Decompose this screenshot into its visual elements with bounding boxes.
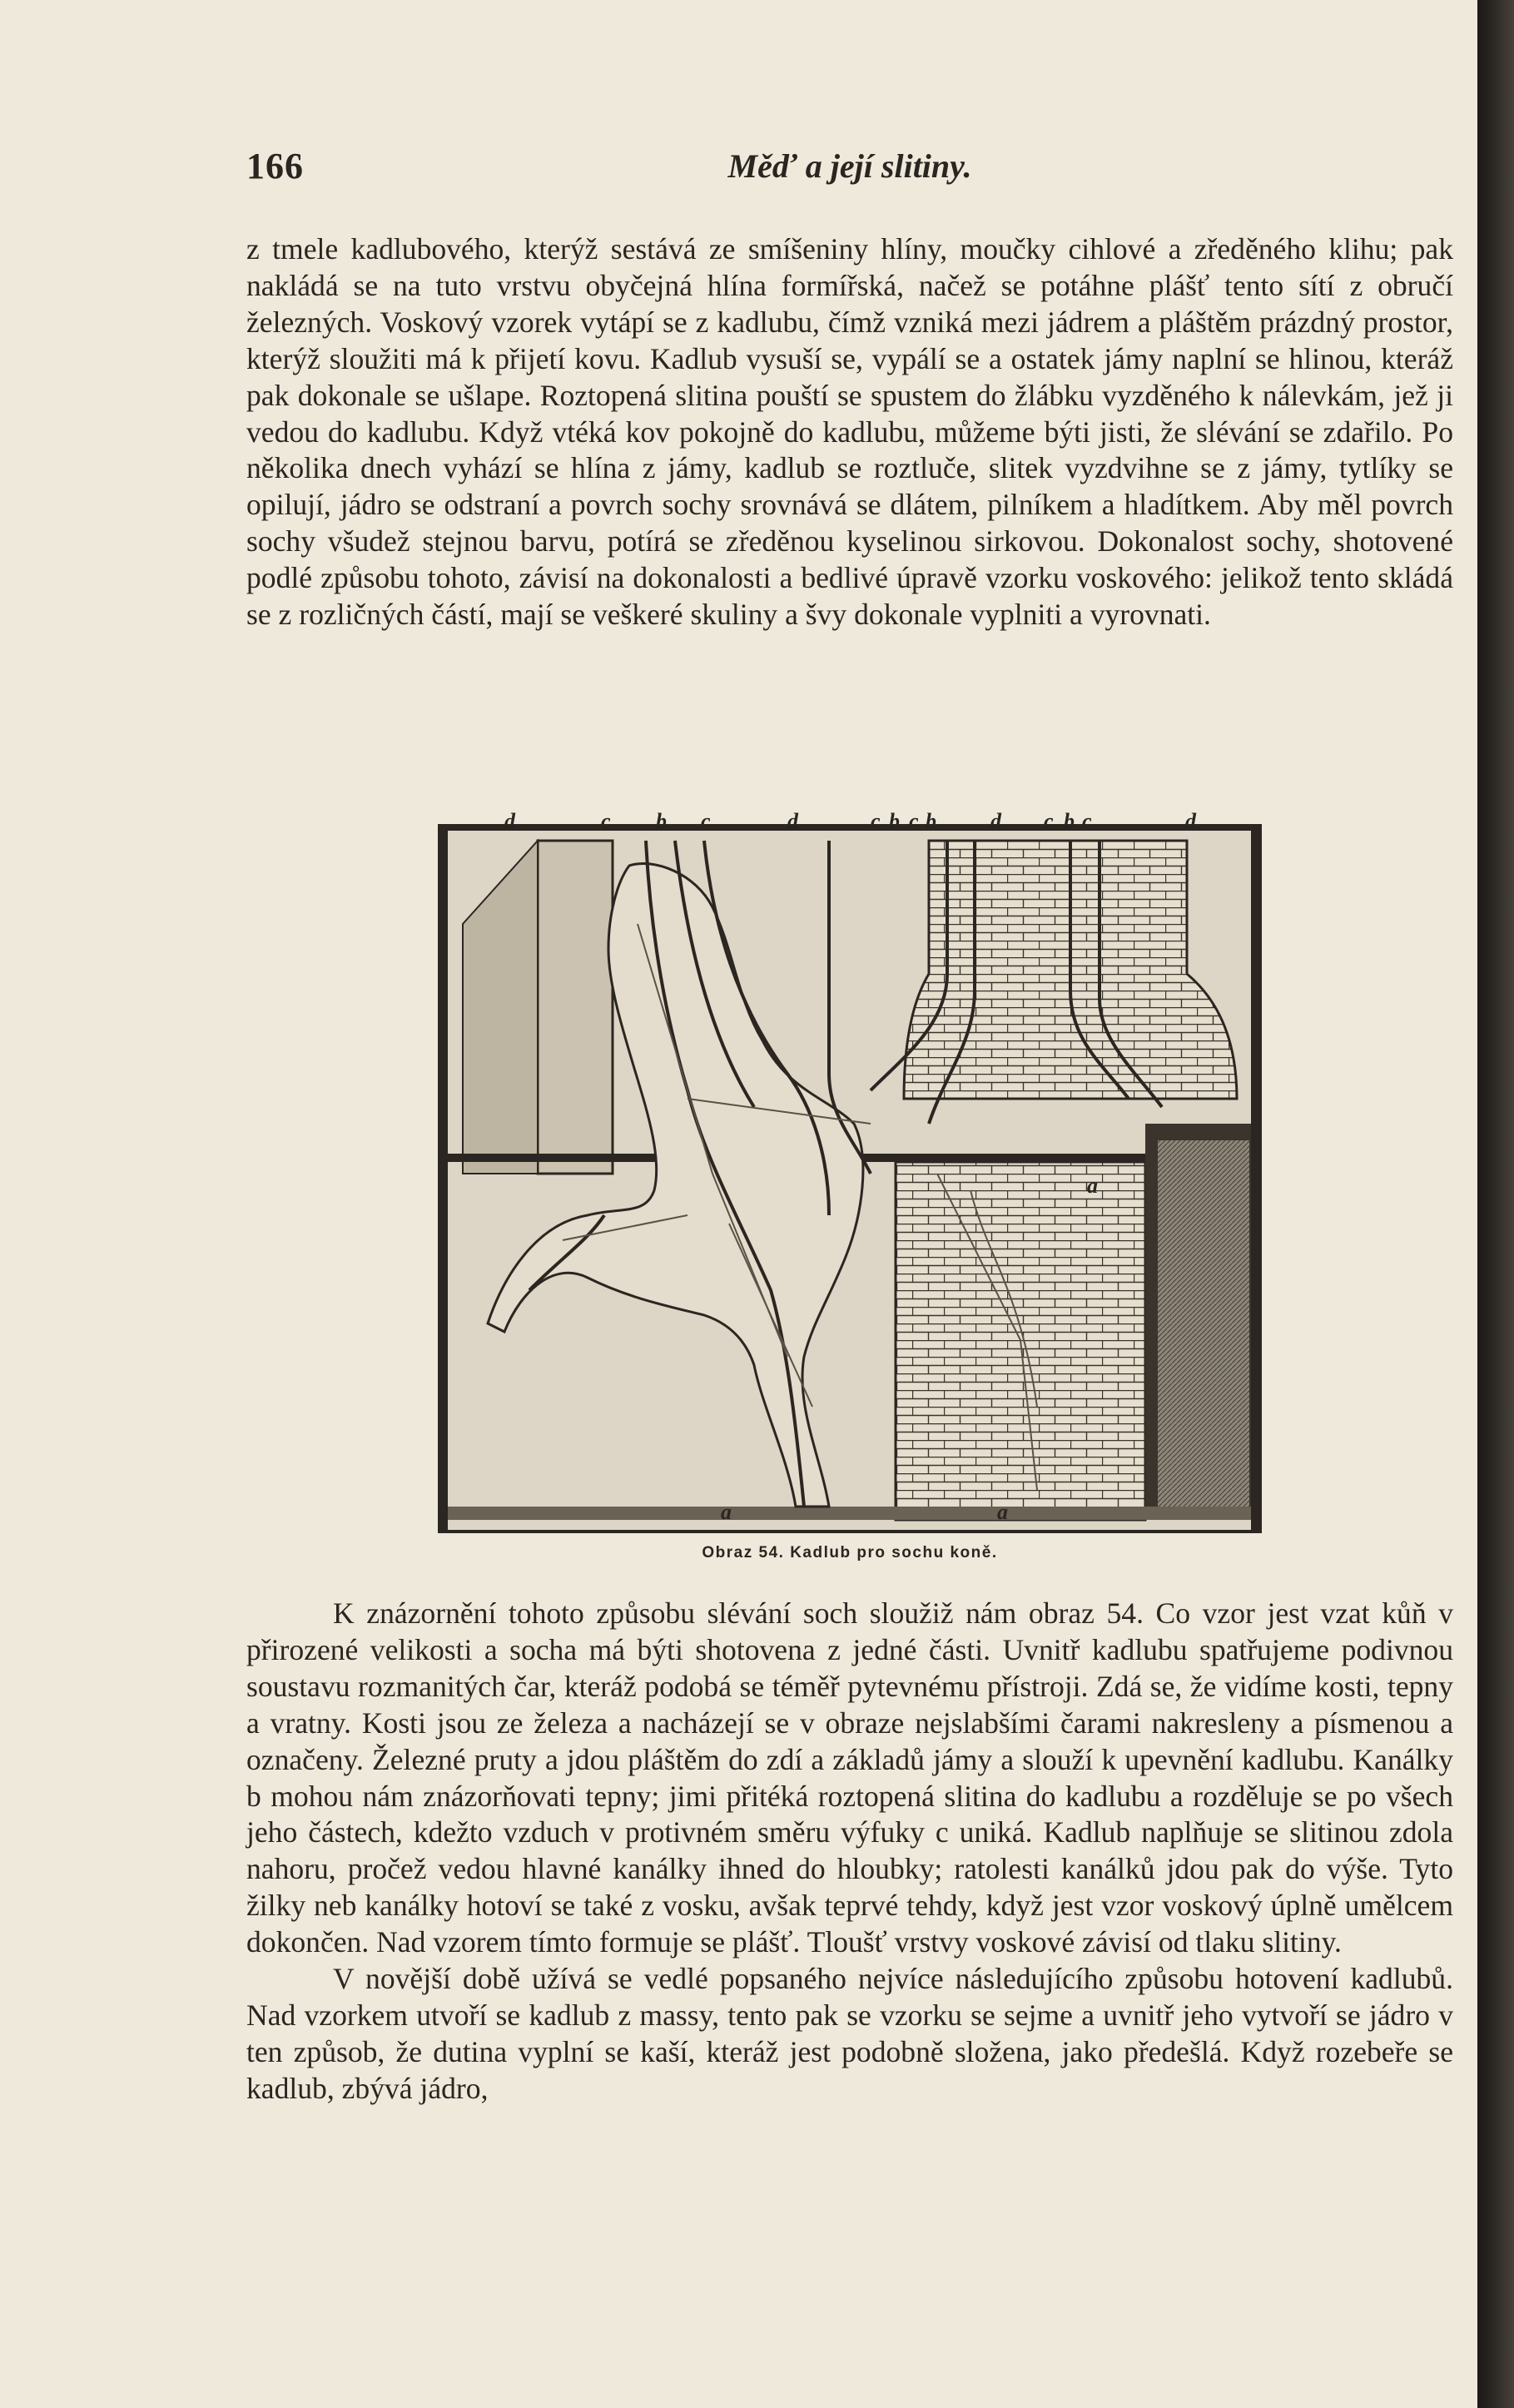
text-block-top (246, 231, 1453, 633)
figure-label: c (1082, 809, 1092, 833)
paragraph: K znázornění tohoto způsobu slévání soch sloužiž nám obraz 54. Co vzor jest vzat kůň v přirozené velikosti a socha má býti shotovena z jedné části. Uvnitř kadlubu spatřujeme podivnou soustavu rozmanitých čar, kteráž podobá se téměř pytevnému přístroji. Zdá se, že vidíme kosti, tepny a vratny. Kosti jsou ze železa a nacházejí se v obraze nejslabšími čarami nakresleny a písmenou a označeny. Železné pruty a jdou pláštěm do zdí a základů jámy a slouží k upevnění kadlubu. Kanálky b mohou nám znázorňovati tepny; jimi přitéká roztopená slitina do kadlubu a rozděluje se po všech jeho částech, kdežto vzduch v protivném směru výfuky c uniká. Kadlub naplňuje se slitinou zdola nahoru, pročež vedou hlavné kanálky ihned do hloubky; ratolesti kanálků jdou pak do výše. Tyto žilky neb kanálky hotoví se také z vosku, avšak teprvé tehdy, když jest vzor voskový úplně umělcem dokončen. Nad vzorem tímto formuje se plášť. Tloušť vrstvy voskové závisí od tlaku slitiny. (246, 1596, 1453, 1959)
figure-caption: Obraz 54. Kadlub pro sochu koně. (702, 1544, 998, 1561)
paragraph: V novější době užívá se vedlé popsaného nejvíce následujícího způsobu hotovení kadlubů. Nad vzorkem utvoří se kadlub z massy, tento pak se vzorku se sejme a uvnitř jeho vytvoří se jádro v ten způsob, že dutina vyplní se kaší, kteráž jest podobně složena, jako předešlá. Když rozebeře se kadlub, zbývá jádro, (246, 1962, 1453, 2105)
figure-label: b (926, 809, 936, 833)
figure-label: c (909, 809, 919, 833)
figure-label: a (1087, 1174, 1098, 1198)
running-title: Měď a její slitiny. (727, 147, 972, 185)
text-block-bottom (246, 1596, 1453, 2108)
figure-label: c (701, 809, 711, 833)
figure-label: d (787, 809, 798, 833)
figure-label: c (1044, 809, 1054, 833)
paragraph: z tmele kadlubového, kterýž sestává ze smíšeniny hlíny, moučky cihlové a zředěného klihu; pak nakládá se na tuto vrstvu obyčejná hlína formířská, načež se potáhne plášť tento sítí z obručí železných. Voskový vzorek vytápí se z kadlubu, čímž vzniká mezi jádrem a pláštěm prázdný prostor, kterýž sloužiti má k přijetí kovu. Kadlub vysuší se, vypálí se a ostatek jámy naplní se hlinou, kteráž pak dokonale se ušlape. Roztopená slitina pouští se spustem do žlábku vyzděného k nálevkám, jež ji vedou do kadlubu. Když vtéká kov pokojně do kadlubu, můžeme býti jisti, že slévání se zdařilo. Po několika dnech vyhází se hlína z jámy, kadlub se roztluče, slitek vyzdvihne se z jámy, tytlíky se opilují, jádro se odstraní a povrch sochy srovnává se dlátem, pilníkem a hladítkem. Aby měl povrch sochy všudež stejnou barvu, potírá se zředěnou kyselinou sirkovou. Dokonalost sochy, shotovené podlé způsobu tohoto, závisí na dokonalosti a bedlivé úpravě vzorku voskového: jelikož tento skládá se z rozličných částí, mají se veškeré skuliny a švy dokonale vyplniti a vyrovnati. (246, 232, 1453, 632)
figure-label: a (997, 1500, 1008, 1524)
horse-mould-illustration (438, 824, 1262, 1533)
figure-label: d (504, 809, 515, 833)
shaded-column-hatch (1158, 1140, 1249, 1507)
page-number: 166 (246, 146, 304, 186)
figure-label: d (990, 809, 1001, 833)
left-column (538, 841, 613, 1174)
figure-horse-mould (438, 809, 1262, 1533)
book-spine (1477, 0, 1514, 2408)
figure-label: c (871, 809, 881, 833)
figure-label: c (601, 809, 611, 833)
figure-label: b (889, 809, 900, 833)
figure-label: b (656, 809, 667, 833)
pit-floor (448, 1507, 1251, 1520)
figure-label: b (1064, 809, 1075, 833)
figure-label: a (721, 1500, 732, 1524)
figure-label: d (1185, 809, 1196, 833)
page-header (246, 145, 1453, 195)
